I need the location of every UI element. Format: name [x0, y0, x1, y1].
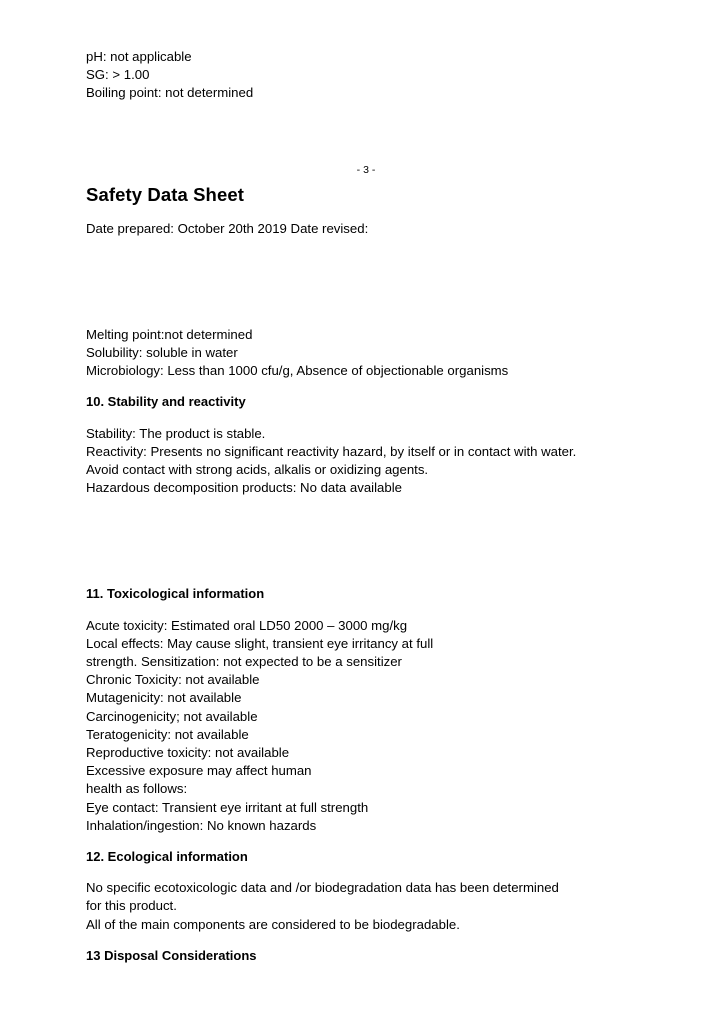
section-10-line-1: Stability: The product is stable.	[86, 425, 266, 441]
section-10-line-3: Avoid contact with strong acids, alkalis or oxidizing agents.	[86, 462, 429, 478]
section-11-line-3: strength. Sensitization: not expected to be a sensitizer	[86, 654, 402, 670]
property-melting-point: Melting point:not determined	[86, 326, 253, 342]
section-11-line-1: Acute toxicity: Estimated oral LD50 2000 – 3000 mg/kg	[86, 617, 408, 633]
date-prepared-line: Date prepared: October 20th 2019 Date revised:	[86, 220, 369, 236]
property-boiling-point: Boiling point: not determined	[86, 85, 254, 101]
section-12-line-1: No specific ecotoxicologic data and /or biodegradation data has been determined	[86, 880, 559, 896]
section-11-line-6: Carcinogenicity; not available	[86, 708, 258, 724]
section-11-line-4: Chronic Toxicity: not available	[86, 672, 260, 688]
section-10-line-4: Hazardous decomposition products: No data available	[86, 480, 402, 496]
section-heading-toxicological-information: 11. Toxicological information	[86, 586, 265, 602]
spacer-before-section-11	[86, 497, 646, 585]
spacer-section-12-body	[86, 866, 646, 879]
spacer-before-date	[86, 207, 646, 220]
section-body-toxicological-information	[86, 617, 646, 835]
section-10-line-2: Reactivity: Presents no significant reactivity hazard, by itself or in contact with water.	[86, 443, 577, 459]
section-11-line-2: Local effects: May cause slight, transient eye irritancy at full	[86, 635, 434, 651]
property-microbiology: Microbiology: Less than 1000 cfu/g, Absence of objectionable organisms	[86, 363, 509, 379]
section-11-line-11: Eye contact: Transient eye irritant at full strength	[86, 799, 369, 815]
spacer-section-11-body	[86, 604, 646, 617]
section-12-line-3: All of the main components are considered to be biodegradable.	[86, 916, 460, 932]
spacer-before-section-10	[86, 380, 646, 393]
physical-properties-continued	[86, 326, 646, 381]
section-11-line-9: Excessive exposure may affect human	[86, 763, 312, 779]
section-11-line-8: Reproductive toxicity: not available	[86, 745, 290, 761]
section-11-line-5: Mutagenicity: not available	[86, 690, 242, 706]
document-body	[86, 48, 646, 965]
spacer-section-10-body	[86, 412, 646, 425]
section-body-ecological-information	[86, 879, 646, 934]
page-number: - 3 -	[356, 163, 376, 176]
spacer-before-section-13	[86, 934, 646, 947]
section-12-line-2: for this product.	[86, 898, 177, 914]
spacer-before-section-12	[86, 835, 646, 848]
property-ph: pH: not applicable	[86, 49, 192, 64]
spacer-before-page-number	[86, 103, 646, 163]
property-solubility: Solubility: soluble in water	[86, 345, 238, 361]
section-11-line-12: Inhalation/ingestion: No known hazards	[86, 817, 317, 833]
physical-properties-top	[86, 48, 646, 103]
section-heading-disposal-considerations: 13 Disposal Considerations	[86, 947, 257, 963]
spacer-before-properties-continued	[86, 238, 646, 326]
section-heading-ecological-information: 12. Ecological information	[86, 849, 248, 865]
property-sg: SG: > 1.00	[86, 67, 150, 83]
section-11-line-7: Teratogenicity: not available	[86, 726, 249, 742]
section-body-stability-and-reactivity	[86, 425, 646, 498]
section-11-line-10: health as follows:	[86, 781, 188, 797]
section-heading-stability-and-reactivity: 10. Stability and reactivity	[86, 394, 246, 410]
page-title: Safety Data Sheet	[86, 183, 244, 205]
